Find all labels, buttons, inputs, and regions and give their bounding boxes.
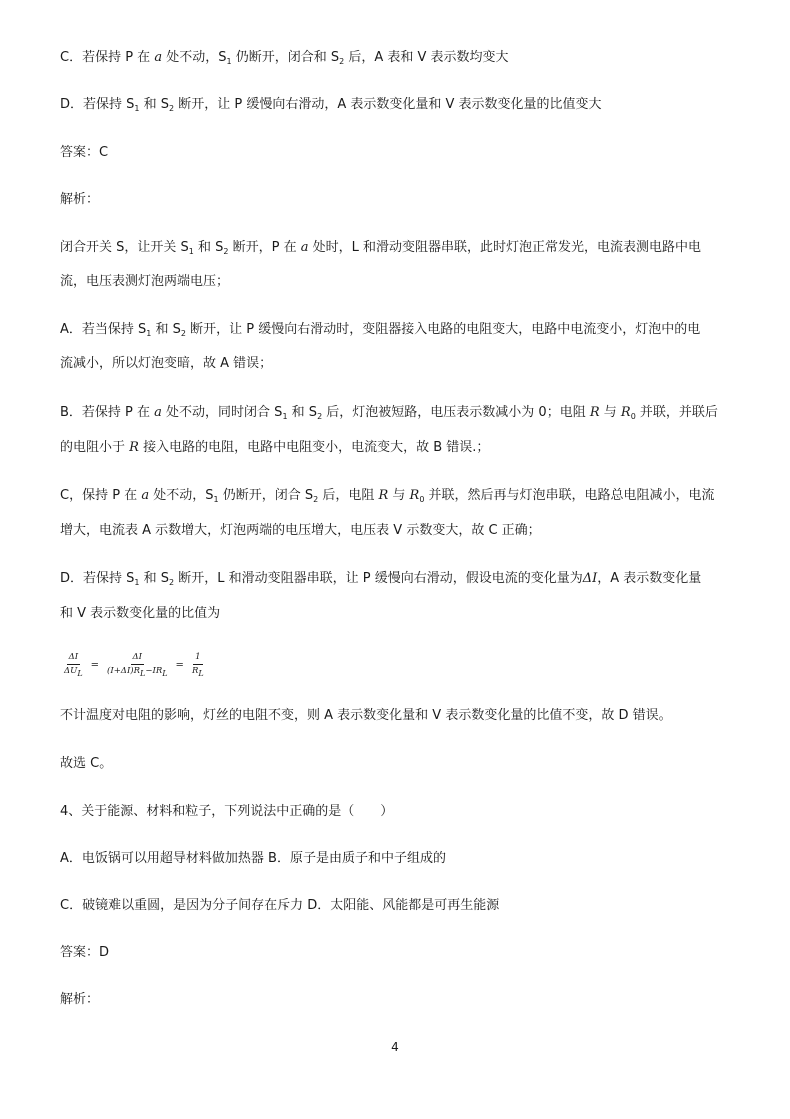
analysis-c-line: C，保持 P 在 a 处不动，$S_1$ 仍断开，闭合 $S_2$ 后，电阻 R 与 $R_0$ 并联，然后再与灯泡串联，电路总电阻减小，电流	[60, 488, 715, 504]
option-d-line: D．若保持 $S_1$ 和 $S_2$ 断开，让 P 缓慢向右滑动，A 表示数变化量和 V 表示数变化量的比值变大	[60, 97, 602, 113]
ratio-formula: $\frac{\Delta I}{\text{ΔUL}}$ = $\frac{\Delta I}{\text{(I+ΔI)RL−IRL}}$ = $\frac{1}{RL}$	[64, 652, 204, 678]
answer-line: 答案：D	[60, 945, 110, 960]
question-4-stem: 4、关于能源、材料和粒子，下列说法中正确的是（ ）	[60, 804, 394, 819]
analysis-conclusion-line: 不计温度对电阻的影响，灯丝的电阻不变，则 A 表示数变化量和 V 表示数变化量的比值不变，故 D 错误。	[60, 708, 672, 723]
analysis-paragraph-line: 流，电压表测灯泡两端电压；	[60, 274, 230, 289]
answer-line: 答案：C	[60, 145, 109, 160]
analysis-heading: 解析：	[60, 992, 100, 1007]
analysis-b-line: 的电阻小于 R 接入电路的电阻，电路中电阻变小，电流变大，故 B 错误.；	[60, 440, 490, 455]
analysis-d-line: D．若保持 $S_1$ 和 $S_2$ 断开，L 和滑动变阻器串联，让 P 缓慢向右滑动，假设电流的变化量为ΔI，A 表示数变化量	[60, 571, 702, 587]
analysis-b-line: B．若保持 P 在 a 处不动，同时闭合 $S_1$ 和 $S_2$ 后，灯泡被短路，电压表示数减小为 0；电阻 R 与 $R_0$ 并联，并联后	[60, 405, 718, 421]
analysis-a-line: 流减小，所以灯泡变暗，故 A 错误；	[60, 356, 273, 371]
analysis-a-line: A．若当保持 $S_1$ 和 $S_2$ 断开，让 P 缓慢向右滑动时，变阻器接入电路的电阻变大，电路中电流变小，灯泡中的电	[60, 322, 701, 338]
fraction: $\frac{1}{RL}$	[191, 652, 204, 678]
choose-answer-line: 故选 C。	[60, 756, 113, 771]
analysis-d-line: 和 V 表示数变化量的比值为	[60, 606, 221, 621]
question-4-options-cd: C．破镜难以重圆，是因为分子间存在斥力 D．太阳能、风能都是可再生能源	[60, 898, 500, 913]
page-number: 4	[391, 1040, 399, 1054]
analysis-c-line: 增大，电流表 A 示数增大，灯泡两端的电压增大，电压表 V 示数变大，故 C 正确；	[60, 523, 541, 538]
option-c-line: C．若保持 P 在 a 处不动，$S_1$ 仍断开，闭合和 $S_2$ 后，A 表和 V 表示数均变大	[60, 50, 509, 66]
question-4-options-ab: A．电饭锅可以用超导材料做加热器 B．原子是由质子和中子组成的	[60, 851, 446, 866]
analysis-paragraph-line: 闭合开关 S，让开关 $S_1$ 和 $S_2$ 断开，P 在 a 处时，L 和滑动变阻器串联，此时灯泡正常发光，电流表测电路中电	[60, 240, 702, 256]
fraction: $\frac{\Delta I}{\text{(I+ΔI)RL−IRL}}$	[107, 652, 168, 678]
fraction: $\frac{\Delta I}{\text{ΔUL}}$	[64, 652, 83, 678]
analysis-heading: 解析：	[60, 192, 100, 207]
